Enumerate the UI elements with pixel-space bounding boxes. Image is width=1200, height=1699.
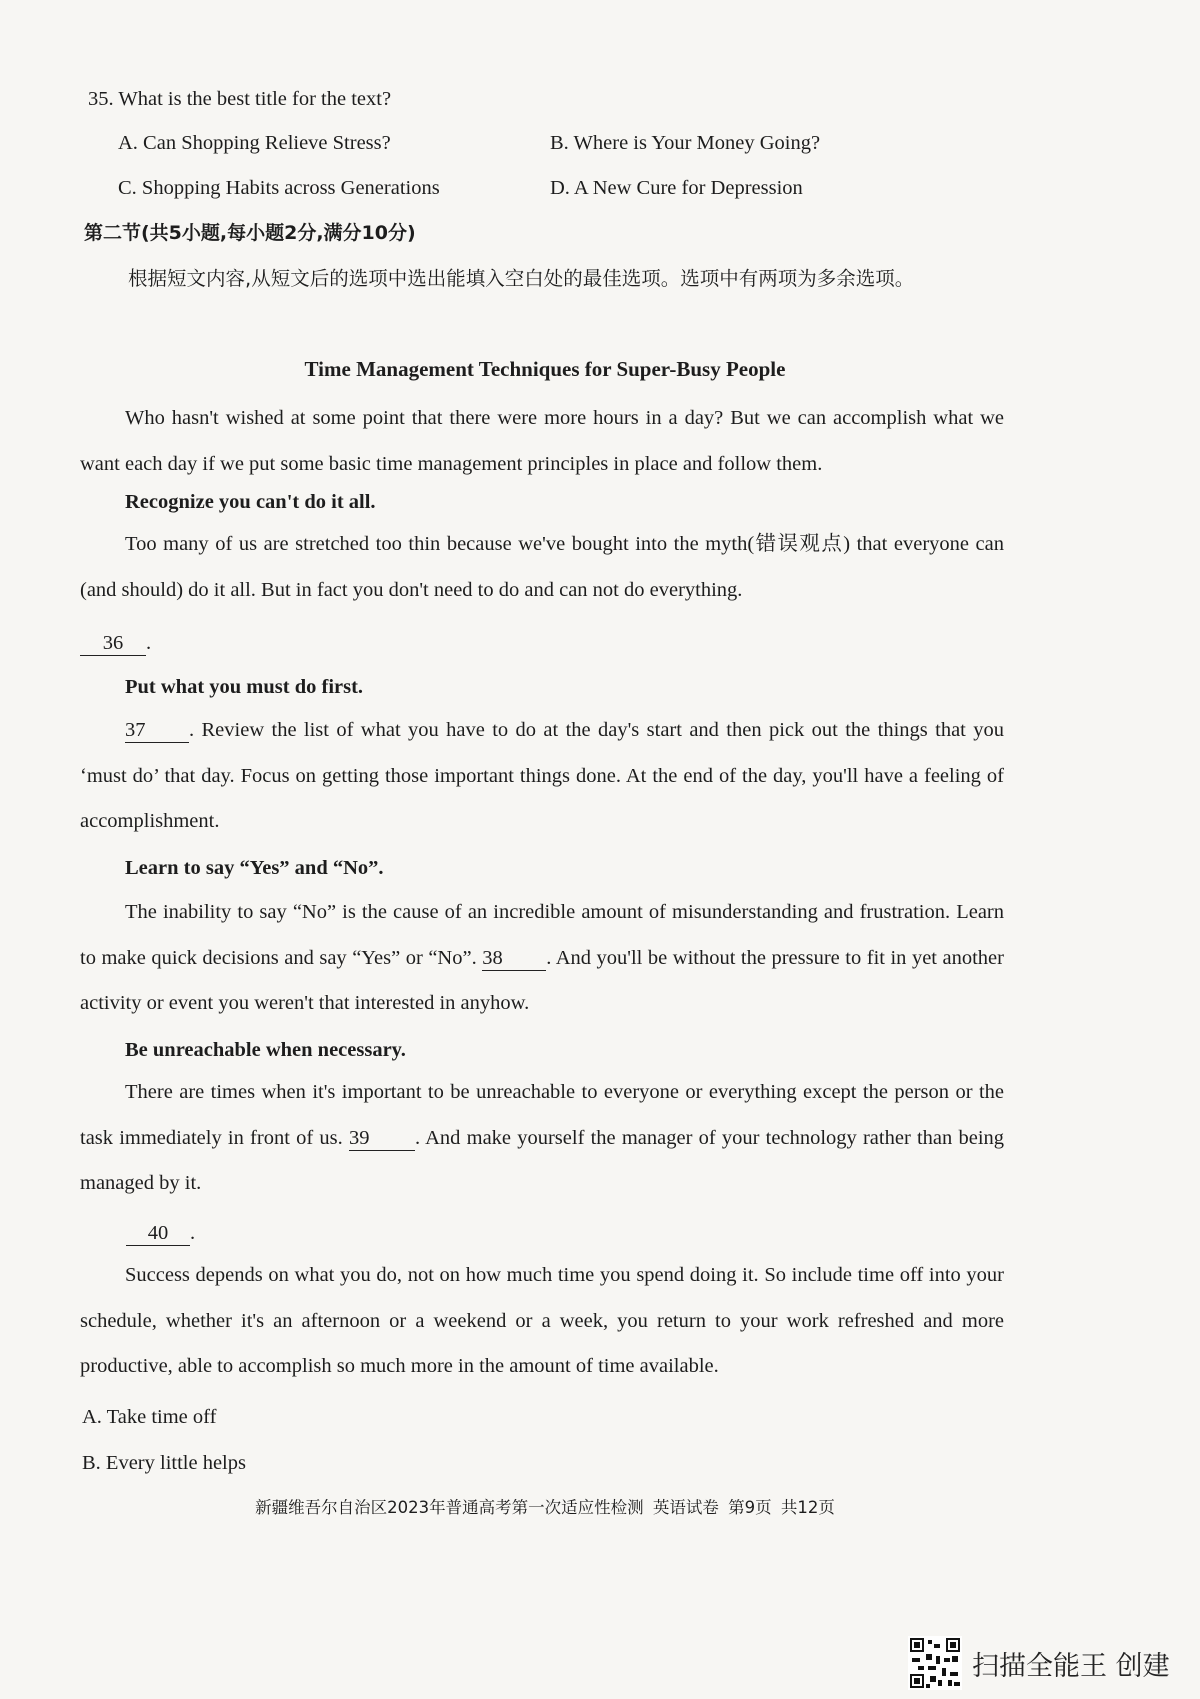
blank-40: 40 xyxy=(126,1221,190,1246)
section-instructions: 根据短文内容,从短文后的选项中选出能填入空白处的最佳选项。选项中有两项为多余选项。 xyxy=(128,267,915,290)
passage-intro: Who hasn't wished at some point that there were more hours in a day? But we can accomplish what we want each day if we put some basic time management principles in place and follow them. xyxy=(80,407,1004,475)
heading-1: Recognize you can't do it all. xyxy=(125,491,376,513)
blank-39: 39 xyxy=(349,1126,415,1151)
blank-38: 38 xyxy=(482,946,546,971)
option-35-d: D. A New Cure for Depression xyxy=(550,177,803,199)
heading-2: Put what you must do first. xyxy=(125,676,364,698)
blank-36-line: 36 . xyxy=(80,628,151,658)
option-35-c: C. Shopping Habits across Generations xyxy=(118,177,440,199)
passage-title: Time Management Techniques for Super-Busy People xyxy=(304,357,786,381)
paragraph-4-text-a: There are times when it's important to be unreachable to everyone or everything except the person or the task immediately in front of us. xyxy=(80,1081,1004,1149)
blank-36: 36 xyxy=(80,631,146,656)
choice-b: B. Every little helps xyxy=(82,1452,246,1474)
question-35: 35. What is the best title for the text? xyxy=(88,88,392,110)
option-35-b: B. Where is Your Money Going? xyxy=(550,132,821,154)
paragraph-3-text-b: . And you'll be without the pressure to fit in yet another activity or event you weren't that interested in anyhow. xyxy=(80,946,1004,1014)
option-35-a: A. Can Shopping Relieve Stress? xyxy=(118,132,391,154)
paragraph-3-text-a: The inability to say “No” is the cause of an incredible amount of misunderstanding and frustration. Learn to make quick decisions and say “Yes” or “No”. xyxy=(80,901,1004,969)
paragraph-3 xyxy=(80,890,1004,1027)
heading-3: Learn to say “Yes” and “No”. xyxy=(125,857,384,879)
paragraph-2-text: . Review the list of what you have to do at the day's start and then pick out the things that you ‘must do’ that day. Focus on getting those important things done. At the end of the day, you'll have a feeling of accomplishment. xyxy=(80,719,1004,832)
paragraph-2 xyxy=(80,708,1004,845)
qr-code-icon xyxy=(908,1636,962,1690)
scanner-watermark xyxy=(908,1636,1170,1690)
watermark-text: 扫描全能王 创建 xyxy=(972,1650,1170,1682)
paragraph-5: Success depends on what you do, not on how much time you spend doing it. So include time off into your schedule, whether it's an afternoon or a weekend or a week, you return to your work refreshed and more productive, able to accomplish so much more in the amount of time available. xyxy=(80,1264,1004,1377)
paragraph-4 xyxy=(80,1070,1004,1207)
section-title: 第二节(共5小题,每小题2分,满分10分) xyxy=(84,222,416,244)
paragraph-1: Too many of us are stretched too thin because we've bought into the myth(错误观点) that everyone can (and should) do it all. But in fact you don't need to do and can not do everything. xyxy=(80,533,1004,601)
blank-40-line: 40 . xyxy=(126,1218,195,1248)
heading-4: Be unreachable when necessary. xyxy=(125,1039,406,1061)
page-footer: 新疆维吾尔自治区2023年普通高考第一次适应性检测 英语试卷 第9页 共12页 xyxy=(255,1498,835,1517)
choice-a: A. Take time off xyxy=(82,1406,217,1428)
paragraph-4-text-b: . And make yourself the manager of your technology rather than being managed by it. xyxy=(80,1126,1005,1194)
blank-37: 37 xyxy=(125,718,189,743)
